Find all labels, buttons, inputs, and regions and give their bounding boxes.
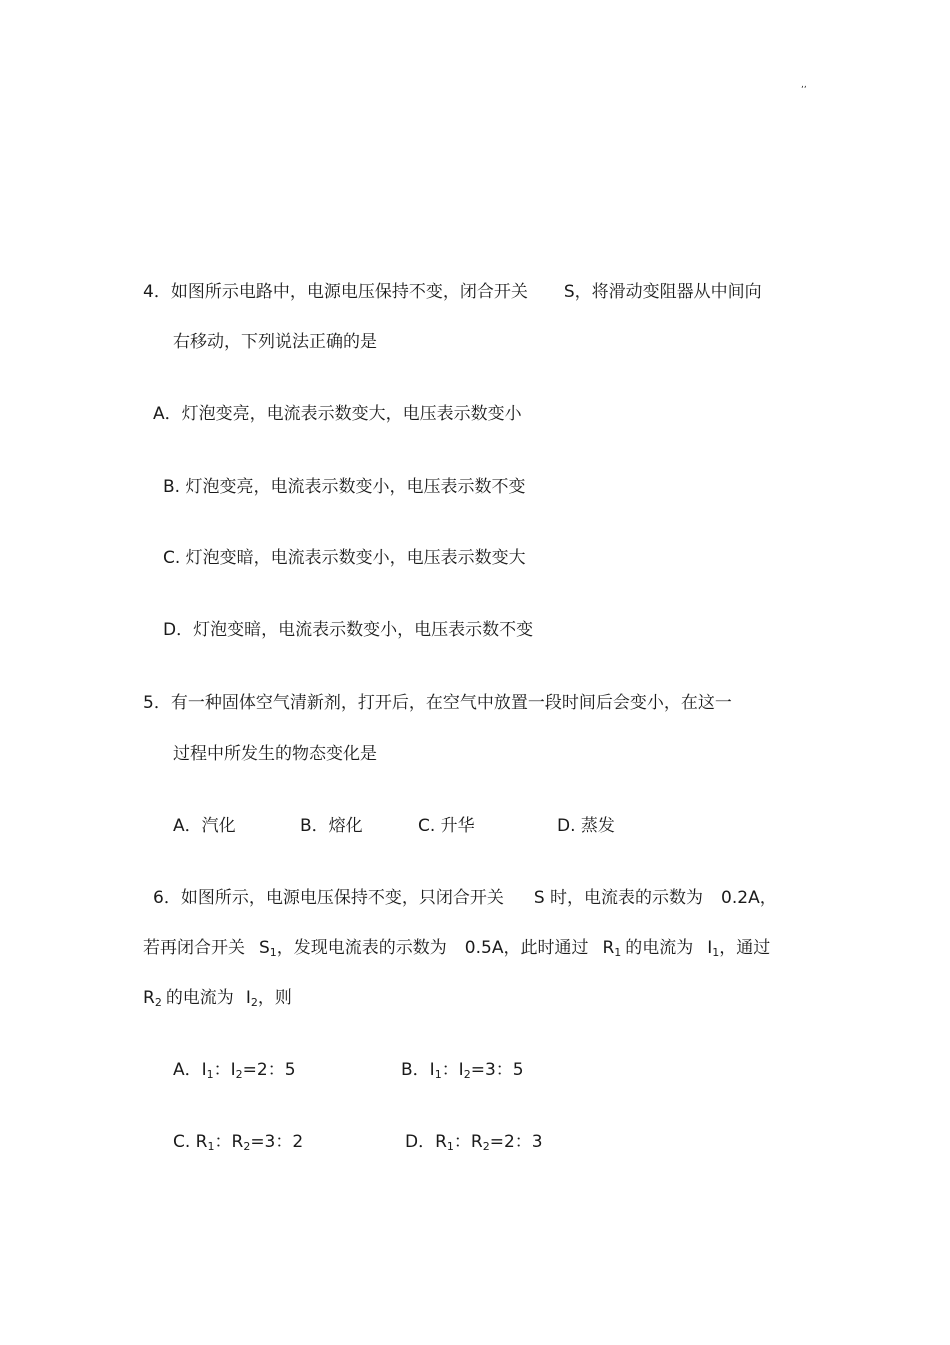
current-label: I: [245, 988, 251, 1008]
question-6-stem-line-3: [143, 987, 292, 1009]
subscript: 1: [206, 1068, 214, 1081]
question-6-stem-line-1: [153, 887, 777, 909]
subscript: 1: [207, 1140, 215, 1153]
option-text: ：R: [453, 1132, 483, 1152]
stem-text: 0.2A，: [721, 888, 777, 908]
question-5-stem-line-1: [143, 692, 732, 714]
question-5-stem-line-2: 过程中所发生的物态变化是: [173, 744, 377, 764]
question-4-option-d: D．灯泡变暗，电流表示数变小，电压表示数不变: [163, 620, 534, 640]
stem-text: 的电流为: [165, 988, 234, 1008]
question-6-stem-line-2: [143, 937, 770, 959]
question-5-option-d: D. 蒸发: [557, 816, 615, 836]
question-number: 6．: [153, 888, 181, 908]
question-4-stem-line-1: [143, 281, 762, 303]
stem-text: ，发现电流表的示数为: [276, 938, 447, 958]
stem-text: 0.5A，此时通过: [464, 938, 589, 958]
stem-text: 的电流为: [625, 938, 694, 958]
subscript: 1: [269, 946, 277, 959]
stem-text: ，则: [257, 988, 292, 1008]
resistor-label: R: [143, 988, 155, 1008]
question-number: 4．: [143, 282, 171, 302]
switch-label: S: [259, 938, 270, 958]
subscript: 1: [614, 946, 622, 959]
option-text: =3：2: [250, 1132, 304, 1152]
option-text: C. R: [173, 1132, 208, 1152]
current-label: I: [707, 938, 713, 958]
question-4-option-c: C. 灯泡变暗，电流表示数变小，电压表示数变大: [163, 548, 526, 568]
option-text: =2：3: [489, 1132, 543, 1152]
option-text: =3：5: [470, 1060, 524, 1080]
stem-text: 如图所示，电源电压保持不变，只闭合开关: [180, 888, 504, 908]
corner-mark: ,,: [801, 80, 807, 90]
subscript: 1: [434, 1068, 442, 1081]
question-6-option-b: [401, 1059, 524, 1081]
subscript: 2: [235, 1068, 243, 1081]
subscript: 2: [463, 1068, 471, 1081]
question-6-option-d: [405, 1131, 543, 1153]
option-text: ：I: [441, 1060, 464, 1080]
question-4-option-a: A．灯泡变亮，电流表示数变大，电压表示数变小: [153, 404, 522, 424]
question-number: 5．: [143, 693, 171, 713]
subscript: 1: [712, 946, 720, 959]
option-text: A．I: [173, 1060, 207, 1080]
stem-text: S 时，电流表的示数为: [533, 888, 704, 908]
question-6-option-c: [173, 1131, 303, 1153]
question-5-option-b: B．熔化: [300, 816, 363, 836]
question-4-stem-line-2: 右移动，下列说法正确的是: [173, 332, 377, 352]
option-text: B．I: [401, 1060, 435, 1080]
option-text: D．R: [405, 1132, 447, 1152]
stem-text: 有一种固体空气清新剂，打开后，在空气中放置一段时间后会变小，在这一: [170, 693, 732, 713]
subscript: 2: [482, 1140, 490, 1153]
question-4-option-b: B. 灯泡变亮，电流表示数变小，电压表示数不变: [163, 477, 526, 497]
question-5-option-a: A．汽化: [173, 816, 236, 836]
question-6-option-a: [173, 1059, 296, 1081]
stem-text: S，将滑动变阻器从中间向: [563, 282, 762, 302]
subscript: 2: [243, 1140, 251, 1153]
option-text: ：R: [214, 1132, 244, 1152]
stem-text: 若再闭合开关: [143, 938, 245, 958]
option-text: ：I: [213, 1060, 236, 1080]
subscript: 2: [250, 996, 258, 1009]
stem-text: ，通过: [719, 938, 771, 958]
stem-text: 如图所示电路中，电源电压保持不变，闭合开关: [170, 282, 528, 302]
option-text: =2：5: [242, 1060, 296, 1080]
subscript: 2: [154, 996, 162, 1009]
resistor-label: R: [602, 938, 615, 958]
subscript: 1: [446, 1140, 454, 1153]
question-5-option-c: C. 升华: [418, 816, 475, 836]
